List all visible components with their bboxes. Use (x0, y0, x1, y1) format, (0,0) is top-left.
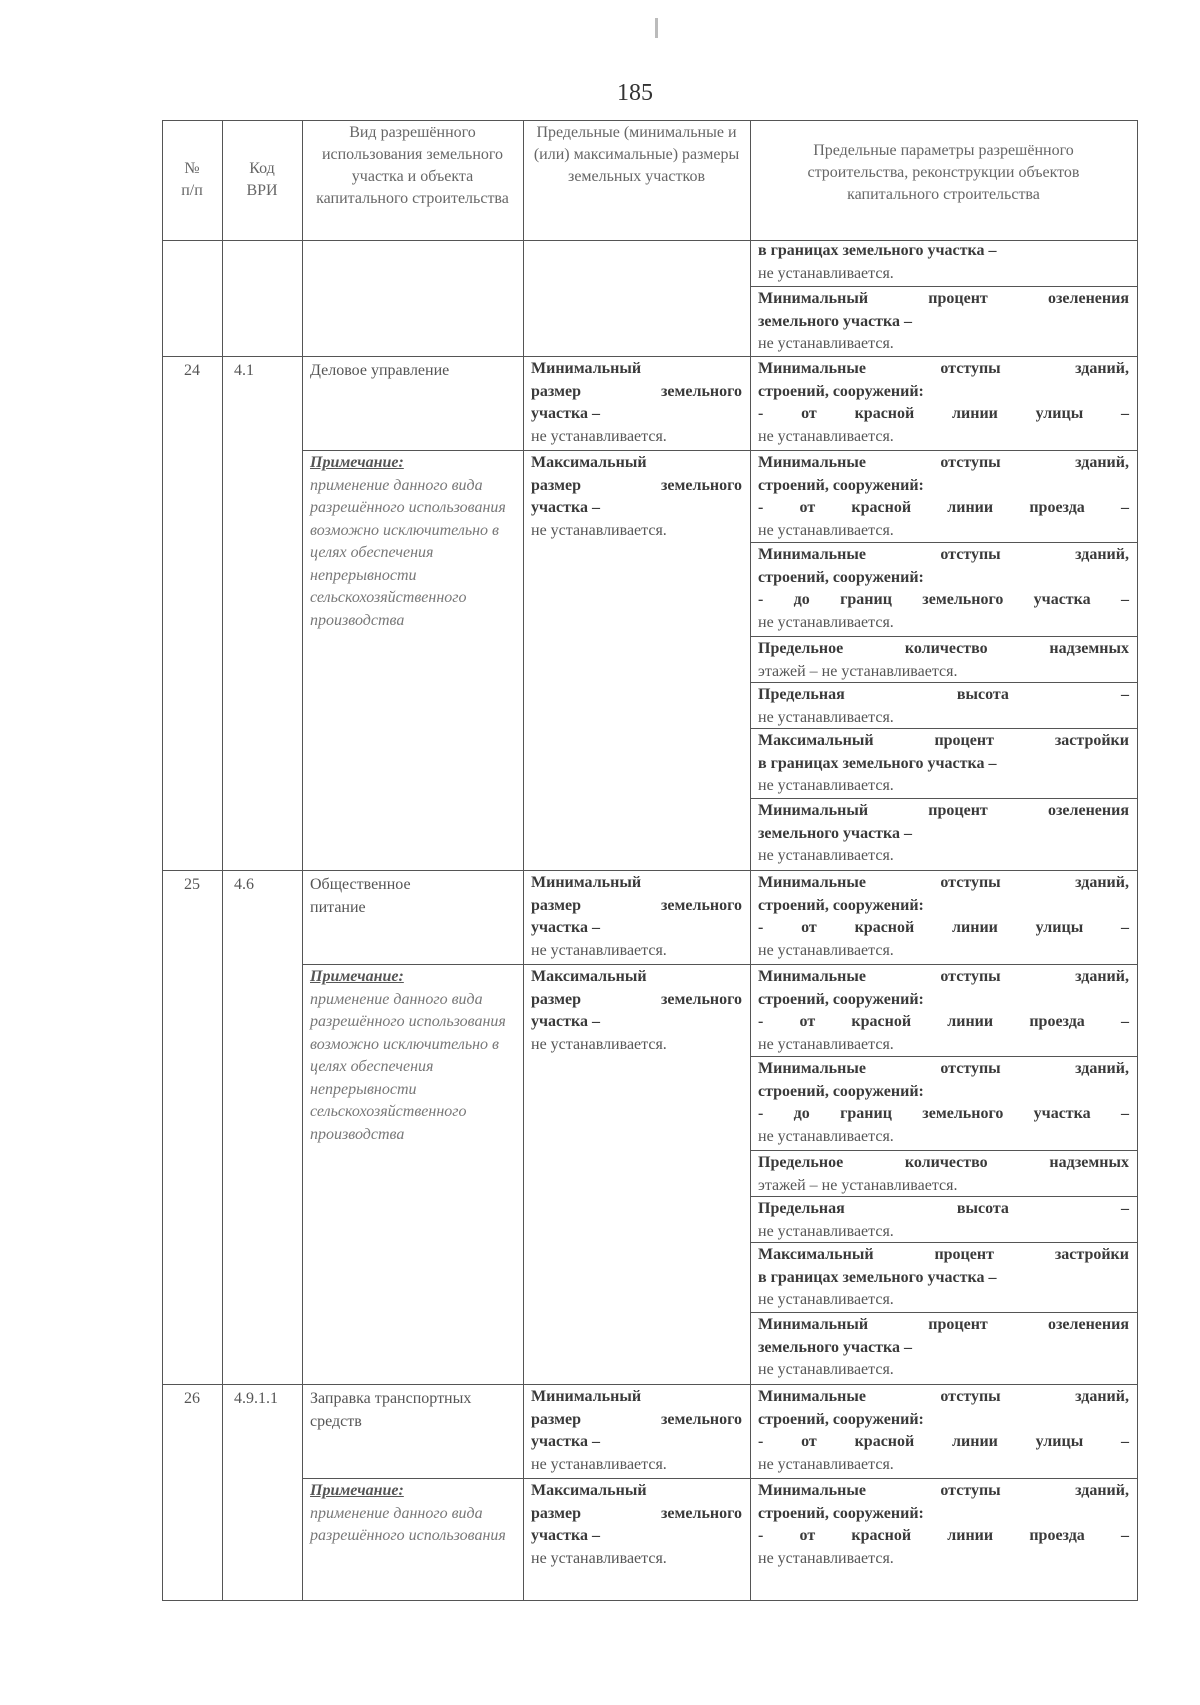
text-line: - до границ земельного участка – (758, 591, 1129, 608)
column-divider (222, 120, 223, 1601)
text-line: Минимальный (531, 360, 642, 377)
params-setback-passage (758, 966, 1129, 1056)
params-green-percent (758, 1314, 1129, 1382)
text-line: Минимальный (531, 874, 642, 891)
text-line: - от красной линии улицы – (758, 1433, 1129, 1450)
row-divider (302, 1478, 1138, 1479)
size-max (531, 1480, 742, 1570)
text-line: Предельное количество надземных (758, 1154, 1129, 1171)
row-divider (162, 120, 1138, 121)
text-line: - от красной линии улицы – (758, 405, 1129, 422)
params-floors (758, 1152, 1129, 1197)
carryover-build-percent (758, 240, 1129, 285)
column-divider (302, 120, 303, 1601)
text-line: не устанавливается. (758, 1127, 894, 1145)
params-setback-street (758, 872, 1129, 962)
note-text: применение данного вида разрешённого использования (310, 1504, 506, 1544)
text-line: размер земельного (531, 1410, 742, 1428)
text-line: - от красной линии проезда – (758, 1527, 1129, 1544)
text-line: земельного участка – (758, 1338, 913, 1356)
text-line: не устанавливается. (531, 1455, 667, 1473)
text-line: Минимальные отступы зданий, (758, 360, 1129, 377)
text-line: Минимальные отступы зданий, (758, 546, 1129, 563)
text-line: строений, сооружений: (758, 476, 924, 494)
scan-artifact (655, 18, 658, 38)
text-line: не устанавливается. (758, 1361, 894, 1378)
text-line: участка – (531, 499, 600, 516)
text-line: - от красной линии улицы – (758, 919, 1129, 936)
params-build-percent (758, 1244, 1129, 1312)
text-line: этажей – не устанавливается. (758, 662, 958, 680)
header-num: № п/п (181, 160, 203, 199)
params-setback-border (758, 544, 1129, 634)
column-divider (750, 120, 751, 1601)
text-line: Минимальный процент озеленения (758, 290, 1129, 307)
row-divider (750, 682, 1138, 683)
params-build-percent (758, 730, 1129, 798)
row-divider (302, 964, 1138, 965)
row-number: 26 (184, 1390, 200, 1407)
text-line: размер земельного (531, 476, 742, 494)
params-setback-passage (758, 452, 1129, 542)
row-divider (750, 1150, 1138, 1151)
column-divider (523, 120, 524, 1601)
row-use-kind: Общественное питание (310, 876, 411, 916)
text-line: не устанавливается. (758, 777, 894, 794)
text-line: не устанавливается. (758, 521, 894, 539)
text-line: строений, сооружений: (758, 1504, 924, 1522)
size-min (531, 872, 742, 962)
header-size: Предельные (минимальные и (или) максимальные) размеры земельных участков (533, 124, 740, 185)
params-height (758, 684, 1129, 729)
text-line: размер земельного (531, 896, 742, 914)
size-max (531, 452, 742, 542)
row-number: 24 (184, 362, 200, 379)
text-line: строений, сооружений: (758, 990, 924, 1008)
note-title: Примечание: (310, 1482, 404, 1499)
note-title: Примечание: (310, 454, 404, 471)
params-setback-street (758, 1386, 1129, 1476)
note-text: применение данного вида разрешённого использования возможно исключительно в целях обеспечения непрерывности сельскохозяйственного производства (310, 476, 506, 629)
text-line: - до границ земельного участка – (758, 1105, 1129, 1122)
text-line: Минимальные отступы зданий, (758, 1388, 1129, 1405)
row-divider (750, 1056, 1138, 1057)
row-divider (162, 356, 1138, 357)
text-line: участка – (531, 1013, 600, 1030)
text-line: строений, сооружений: (758, 1082, 924, 1100)
text-line: строений, сооружений: (758, 896, 924, 914)
size-max (531, 966, 742, 1056)
header-params: Предельные параметры разрешённого строительства, реконструкции объектов капитального строительства (807, 142, 1080, 203)
note-block (310, 452, 510, 632)
text-line: строений, сооружений: (758, 382, 924, 400)
row-use-kind: Заправка транспортных средств (310, 1390, 472, 1430)
text-line: Предельная высота – (758, 686, 1129, 703)
header-code: Код ВРИ (246, 160, 278, 199)
params-setback-border (758, 1058, 1129, 1148)
text-line: не устанавливается. (531, 1035, 667, 1053)
text-line: участка – (531, 1433, 600, 1450)
text-line: Минимальный процент озеленения (758, 802, 1129, 819)
text-line: земельного участка – (758, 824, 913, 842)
row-code: 4.6 (234, 876, 254, 893)
row-divider (162, 1384, 1138, 1385)
params-setback-street (758, 358, 1129, 448)
text-line: не устанавливается. (758, 1455, 894, 1473)
text-line: не устанавливается. (758, 1549, 894, 1567)
text-line: Максимальный процент застройки (758, 732, 1129, 749)
text-line: Минимальные отступы зданий, (758, 1482, 1129, 1499)
row-divider (750, 286, 1138, 287)
text-line: участка – (531, 1527, 600, 1544)
text-line: строений, сооружений: (758, 568, 924, 586)
text-line: не устанавливается. (758, 1035, 894, 1053)
text-line: Предельная высота – (758, 1200, 1129, 1217)
text-line: не устанавливается. (758, 613, 894, 631)
text-line: Минимальные отступы зданий, (758, 454, 1129, 471)
row-number: 25 (184, 876, 200, 893)
row-divider (302, 450, 1138, 451)
text-line: Максимальный (531, 454, 647, 471)
size-min (531, 1386, 742, 1476)
row-use-kind: Деловое управление (310, 362, 450, 379)
text-line: Максимальный (531, 1482, 647, 1499)
text-line: этажей – не устанавливается. (758, 1176, 958, 1194)
row-divider (750, 1312, 1138, 1313)
header-kind: Вид разрешённого использования земельного участка и объекта капитального строительства (316, 124, 509, 207)
text-line: в границах земельного участка – (758, 754, 997, 772)
text-line: не устанавливается. (758, 708, 894, 726)
text-line: не устанавливается. (758, 1291, 894, 1308)
row-divider (750, 542, 1138, 543)
text-line: не устанавливается. (758, 847, 894, 864)
row-divider (750, 1196, 1138, 1197)
text-line: в границах земельного участка – (758, 1268, 997, 1286)
note-title: Примечание: (310, 968, 404, 985)
text-line: Минимальные отступы зданий, (758, 874, 1129, 891)
text-line: строений, сооружений: (758, 1410, 924, 1428)
text-line: земельного участка – (758, 312, 913, 330)
text-line: Максимальный процент застройки (758, 1246, 1129, 1263)
text-line: участка – (531, 405, 600, 422)
row-divider (750, 798, 1138, 799)
column-divider (1137, 120, 1138, 1601)
text-line: размер земельного (531, 382, 742, 400)
text-line: не устанавливается. (531, 1549, 667, 1567)
text-line: Минимальные отступы зданий, (758, 1060, 1129, 1077)
carryover-green-percent (758, 288, 1129, 356)
text-line: не устанавливается. (531, 941, 667, 959)
text-line: размер земельного (531, 1504, 742, 1522)
text-line: Предельное количество надземных (758, 640, 1129, 657)
params-green-percent (758, 800, 1129, 868)
text-line: Минимальный (531, 1388, 642, 1405)
params-setback-passage (758, 1480, 1129, 1570)
text-line: - от красной линии проезда – (758, 1013, 1129, 1030)
text-line: Максимальный (531, 968, 647, 985)
page-number: 185 (617, 80, 653, 106)
text-line: размер земельного (531, 990, 742, 1008)
column-divider (162, 120, 163, 1601)
row-divider (750, 728, 1138, 729)
row-divider (750, 1242, 1138, 1243)
text-line: не устанавливается. (531, 521, 667, 539)
text-line: не устанавливается. (758, 427, 894, 445)
text-line: не устанавливается. (758, 1222, 894, 1240)
note-block (310, 966, 510, 1146)
row-code: 4.1 (234, 362, 254, 379)
row-divider (750, 636, 1138, 637)
text-line: не устанавливается. (758, 264, 894, 282)
text-line: в границах земельного участка – (758, 242, 997, 259)
params-floors (758, 638, 1129, 683)
text-line: - от красной линии проезда – (758, 499, 1129, 516)
text-line: не устанавливается. (758, 941, 894, 959)
text-line: не устанавливается. (531, 427, 667, 445)
text-line: не устанавливается. (758, 335, 894, 352)
text-line: Минимальный процент озеленения (758, 1316, 1129, 1333)
note-text: применение данного вида разрешённого использования возможно исключительно в целях обеспечения непрерывности сельскохозяйственного производства (310, 990, 506, 1143)
row-divider (162, 870, 1138, 871)
size-min (531, 358, 742, 448)
row-divider (162, 1600, 1138, 1601)
text-line: участка – (531, 919, 600, 936)
text-line: Минимальные отступы зданий, (758, 968, 1129, 985)
params-height (758, 1198, 1129, 1243)
note-block (310, 1480, 510, 1548)
row-code: 4.9.1.1 (234, 1390, 278, 1407)
